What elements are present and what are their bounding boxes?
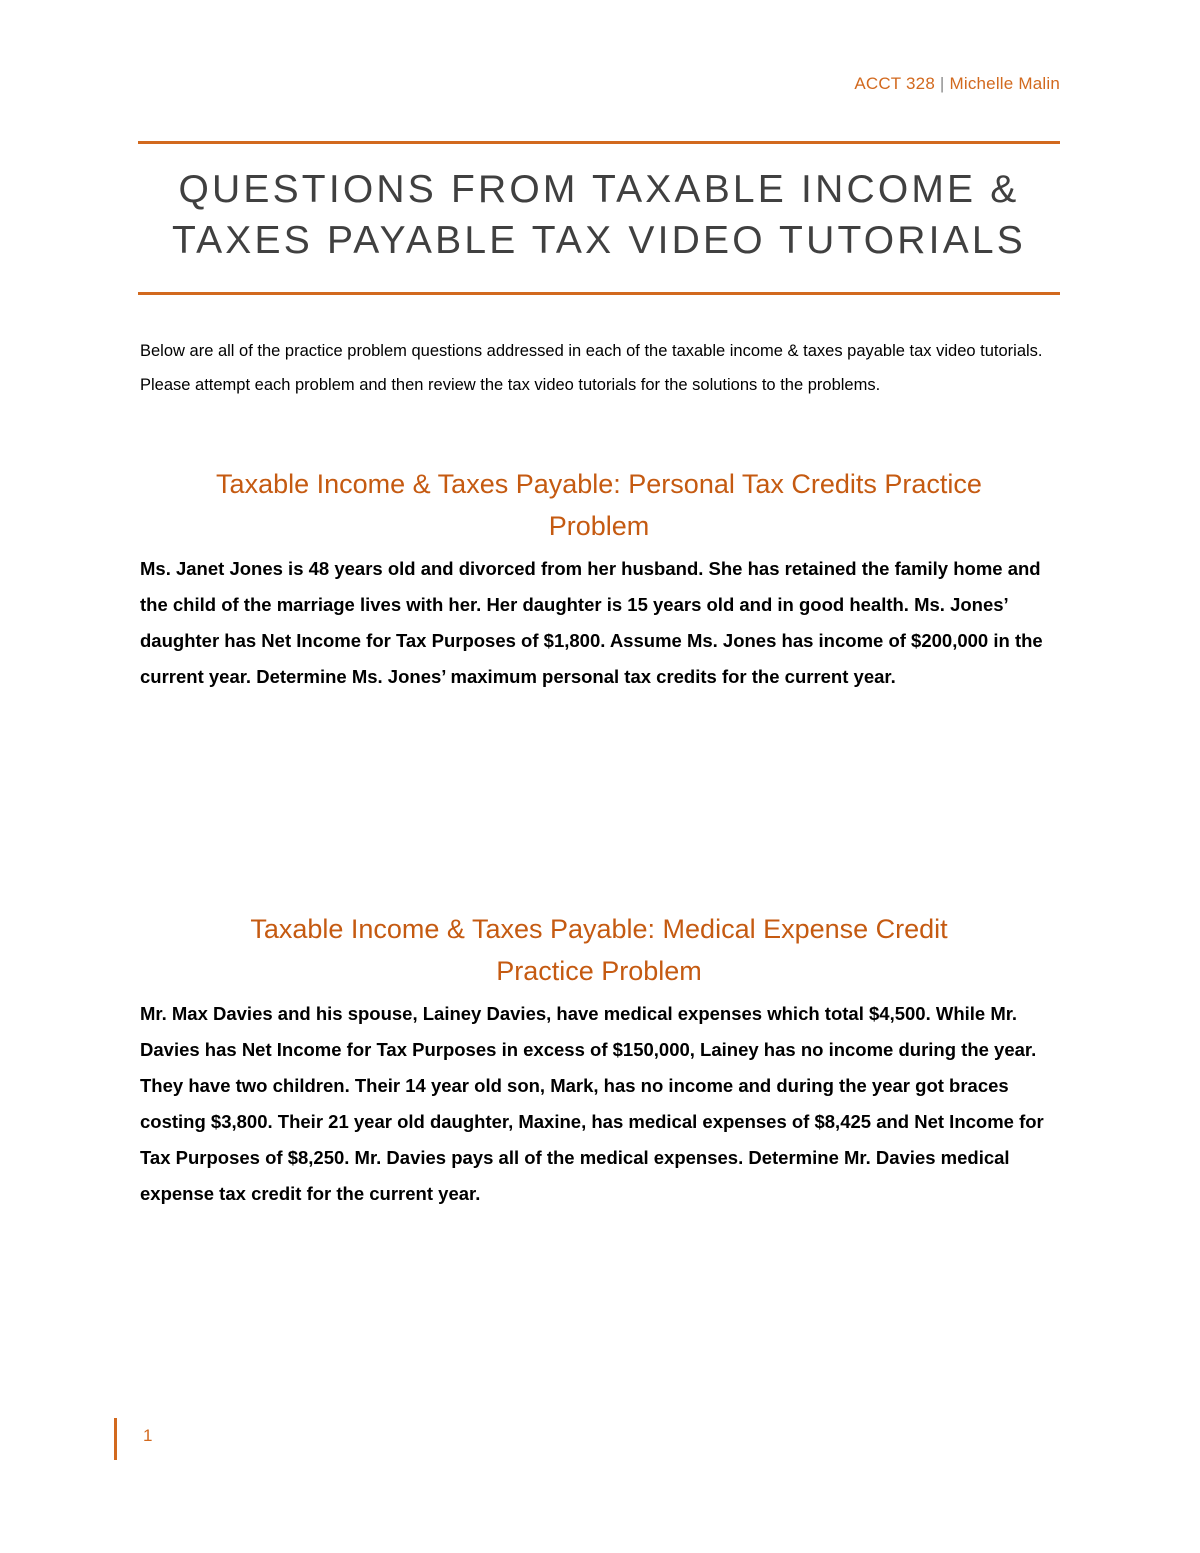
title-top-rule [138, 141, 1060, 144]
title-line-2: TAXES PAYABLE TAX VIDEO TUTORIALS [171, 219, 1027, 262]
section-heading-line-1: Taxable Income & Taxes Payable: Medical Expense Credit [250, 914, 948, 944]
document-title [138, 164, 1060, 266]
page-number: 1 [143, 1426, 153, 1445]
footer-accent-bar [114, 1418, 117, 1460]
title-bottom-rule [138, 292, 1060, 295]
page-header [854, 74, 1060, 94]
title-line-1: QUESTIONS FROM TAXABLE INCOME & [178, 168, 1020, 211]
section-heading-line-1: Taxable Income & Taxes Payable: Personal Tax Credits Practice [216, 469, 982, 499]
problem-personal-tax-credits: Ms. Janet Jones is 48 years old and divorced from her husband. She has retained the family home and the child of the marriage lives with her. Her daughter is 15 years old and in good health. Ms. Jones’ daughter has Net Income for Tax Purposes of $1,800. Assume Ms. Jones has income of $200,000 in the current year. Determine Ms. Jones’ maximum personal tax credits for the current year. [140, 558, 1043, 687]
header-separator: | [939, 74, 945, 93]
header-course: ACCT 328 [854, 74, 935, 93]
section-heading-medical-expense-credit [138, 908, 1060, 992]
problem-medical-expense-credit: Mr. Max Davies and his spouse, Lainey Davies, have medical expenses which total $4,500. While Mr. Davies has Net Income for Tax Purposes in excess of $150,000, Lainey has no income during the year. They have two children. Their 14 year old son, Mark, has no income and during the year got braces costing $3,800. Their 21 year old daughter, Maxine, has medical expenses of $8,425 and Net Income for Tax Purposes of $8,250. Mr. Davies pays all of the medical expenses. Determine Mr. Davies medical expense tax credit for the current year. [140, 1003, 1044, 1204]
intro-paragraph: Below are all of the practice problem questions addressed in each of the taxable income & taxes payable tax video tutorials. Please attempt each problem and then review the tax video tutorials for the solutions to the problems. [140, 342, 1043, 394]
section-heading-line-2: Practice Problem [496, 956, 702, 986]
section-heading-personal-tax-credits [138, 463, 1060, 547]
header-author: Michelle Malin [949, 74, 1060, 93]
section-heading-line-2: Problem [548, 511, 650, 541]
